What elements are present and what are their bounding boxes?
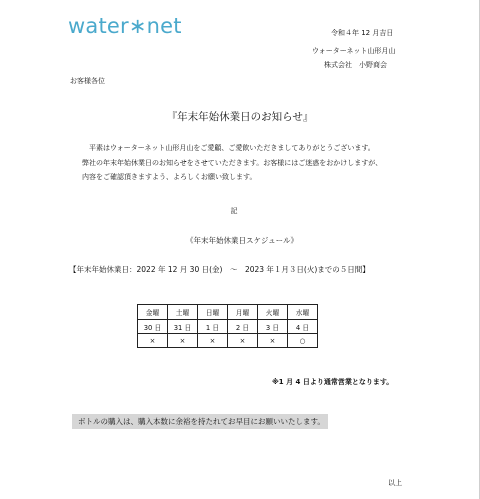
table-cell-status: ×	[168, 334, 198, 348]
table-cell-status: ×	[228, 334, 258, 348]
body-line: 弊社の年末年始休業日のお知らせをさせていただきます。お客様にはご迷惑をおかけしますが、	[82, 158, 383, 167]
addressee: お客様各位	[70, 77, 105, 85]
body-line: 平素はウォーターネット山形月山をご愛顧、ご愛飲いただきましてありがとうございます。	[89, 144, 375, 152]
table-cell-date: 1 日	[198, 320, 228, 334]
table-cell-status: ×	[258, 334, 288, 348]
company-name-line1: ウォーターネット山形月山	[312, 47, 396, 55]
table-cell-day: 火曜	[258, 305, 288, 320]
table-row-status	[138, 334, 318, 348]
resume-note: ※1 月 4 日より通常営業となります。	[272, 378, 394, 386]
table-row-days	[138, 305, 318, 320]
table-cell-day: 月曜	[228, 305, 258, 320]
notice-title: 『年末年始休業日のお知らせ』	[166, 111, 314, 123]
closing-mark: 以上	[388, 479, 402, 487]
table-cell-status: ○	[288, 334, 318, 348]
table-cell-status: ×	[198, 334, 228, 348]
notice-body	[82, 141, 382, 185]
table-row-dates	[138, 320, 318, 334]
table-cell-status: ×	[138, 334, 168, 348]
table-cell-date: 4 日	[288, 320, 318, 334]
schedule-table	[137, 304, 318, 348]
company-name-line2: 株式会社 小野商会	[324, 61, 387, 69]
body-line: 内容をご確認頂きますよう、よろしくお願い致します。	[82, 173, 257, 181]
table-cell-day: 水曜	[288, 305, 318, 320]
schedule-title: 《年末年始休業日スケジュール》	[185, 236, 299, 245]
table-cell-date: 30 日	[138, 320, 168, 334]
table-cell-day: 日曜	[198, 305, 228, 320]
table-cell-date: 2 日	[228, 320, 258, 334]
table-cell-day: 土曜	[168, 305, 198, 320]
table-cell-date: 31 日	[168, 320, 198, 334]
holiday-period: 【年末年始休業日：2022 年 12 月 30 日(金) ～ 2023 年１月３日(火)までの５日間】	[69, 265, 370, 274]
bottle-purchase-notice: ボトルの購入は、購入本数に余裕を持たれてお早目にお願いいたします。	[72, 414, 328, 429]
issue-date: 令和４年 12 月吉日	[331, 29, 394, 37]
table-cell-day: 金曜	[138, 305, 168, 320]
company-logo: water∗net	[68, 14, 182, 38]
ki-heading: 記	[230, 207, 238, 215]
table-cell-date: 3 日	[258, 320, 288, 334]
